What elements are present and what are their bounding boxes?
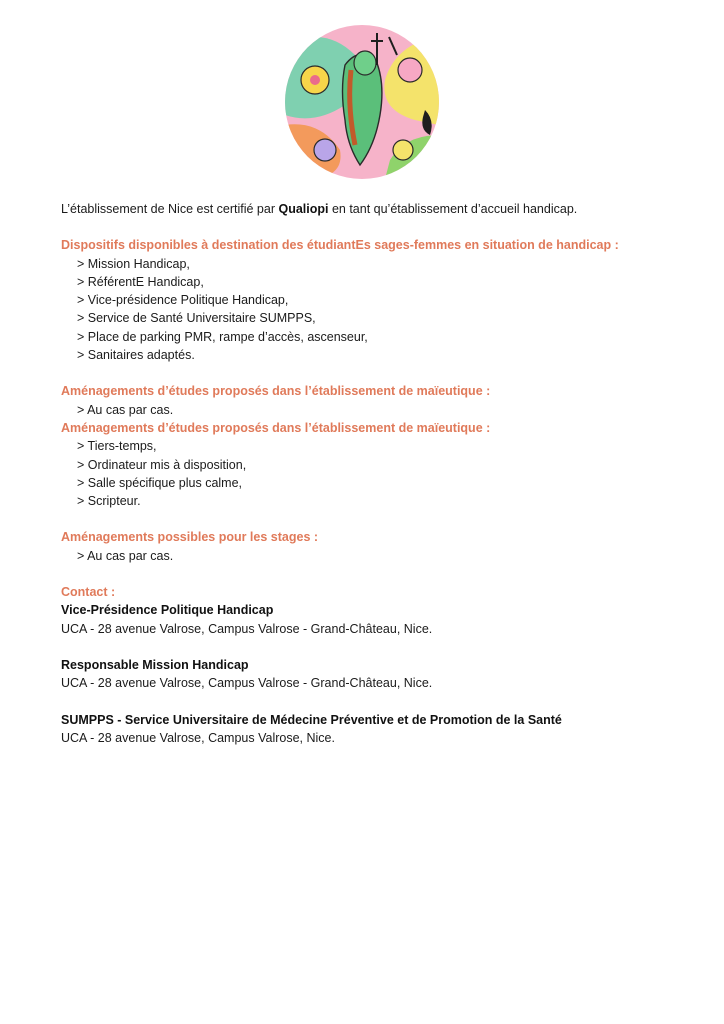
list-item: > Vice-présidence Politique Handicap,	[77, 293, 289, 308]
contact-heading: Contact :	[61, 585, 116, 600]
list-item: > Salle spécifique plus calme,	[77, 475, 243, 490]
intro-paragraph	[61, 200, 661, 218]
section-heading-dispositifs: Dispositifs disponibles à destination des étudiantEs sages-femmes en situation de handicap :	[61, 238, 619, 253]
illustration-logo	[285, 25, 439, 179]
stages-list	[61, 547, 661, 565]
section-heading-amenagements-2: Aménagements d’études proposés dans l’établissement de maïeutique :	[61, 420, 491, 435]
section-heading-amenagements-1: Aménagements d’études proposés dans l’établissement de maïeutique :	[61, 384, 491, 399]
section-heading-stages: Aménagements possibles pour les stages :	[61, 530, 319, 545]
list-item: > RéférentE Handicap,	[77, 274, 204, 289]
list-item: > Place de parking PMR, rampe d’accès, ascenseur,	[77, 329, 368, 344]
list-item: > Sanitaires adaptés.	[77, 348, 195, 363]
document-body	[61, 200, 661, 747]
list-item: > Au cas par cas.	[77, 402, 174, 417]
amenagements-list-1	[61, 401, 661, 419]
amenagements-list-2	[61, 437, 661, 510]
list-item: > Service de Santé Universitaire SUMPPS,	[77, 311, 316, 326]
list-item: > Mission Handicap,	[77, 256, 190, 271]
contact-name: SUMPPS - Service Universitaire de Médecine Préventive et de Promotion de la Santé	[61, 712, 562, 727]
contact-address: UCA - 28 avenue Valrose, Campus Valrose - Grand-Château, Nice.	[61, 676, 433, 691]
intro-text-end: en tant qu’établissement d’accueil handicap.	[328, 202, 578, 216]
contact-address: UCA - 28 avenue Valrose, Campus Valrose - Grand-Château, Nice.	[61, 621, 433, 636]
qualiopi-label: Qualiopi	[278, 202, 329, 216]
contact-address: UCA - 28 avenue Valrose, Campus Valrose, Nice.	[61, 730, 335, 745]
list-item: > Au cas par cas.	[77, 548, 174, 563]
list-item: > Scripteur.	[77, 494, 141, 509]
contact-name: Vice-Présidence Politique Handicap	[61, 603, 274, 618]
dispositifs-list	[61, 255, 661, 365]
list-item: > Tiers-temps,	[77, 439, 157, 454]
contact-name: Responsable Mission Handicap	[61, 657, 249, 672]
list-item: > Ordinateur mis à disposition,	[77, 457, 247, 472]
intro-text: L’établissement de Nice est certifié par	[61, 202, 279, 216]
